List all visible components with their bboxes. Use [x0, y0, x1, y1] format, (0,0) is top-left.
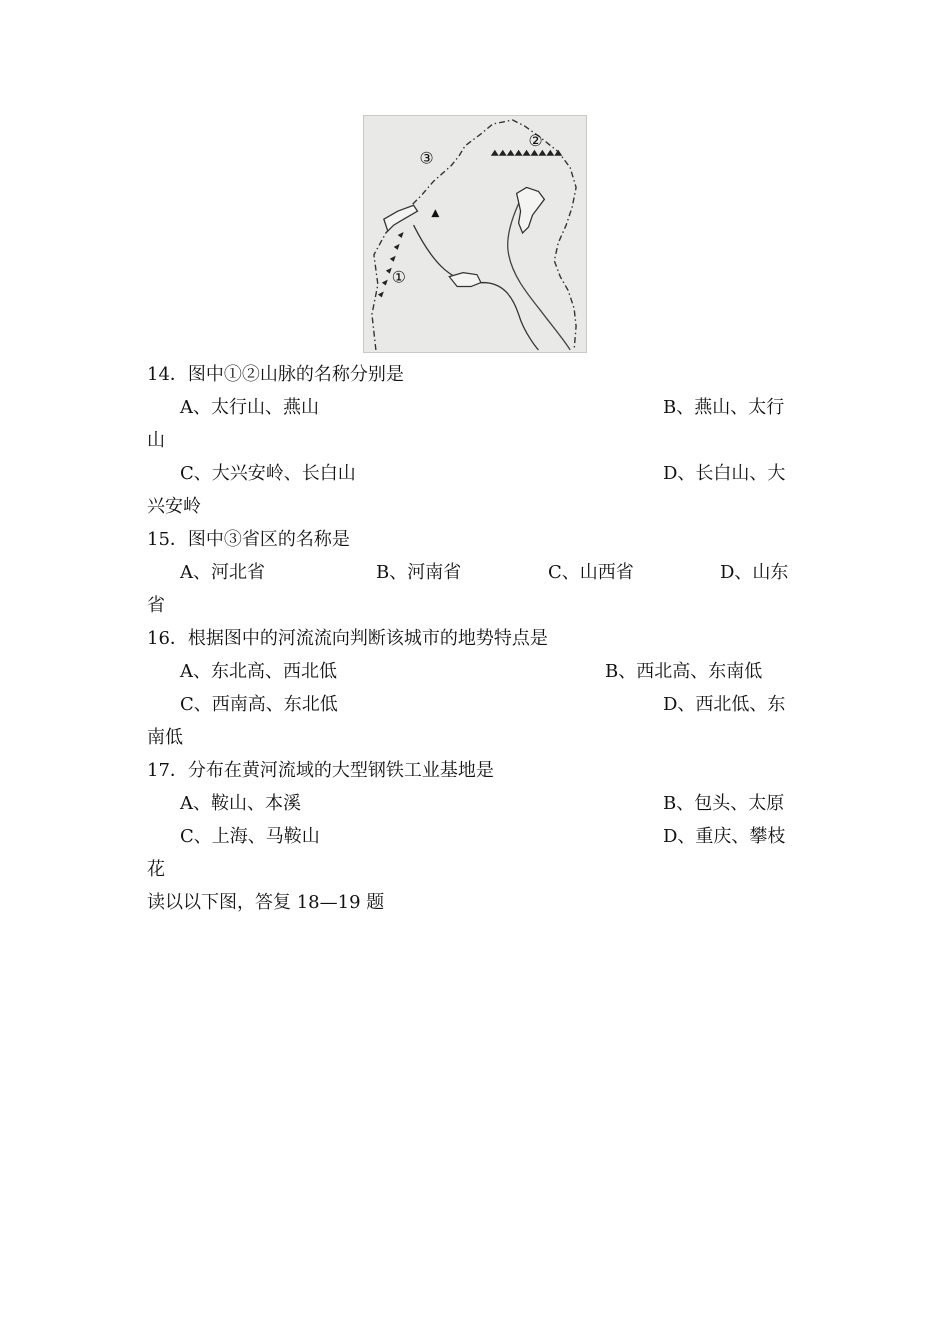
question-15-option-d: D、山东	[720, 562, 789, 583]
western-inlet	[384, 205, 418, 231]
label-3: ③	[419, 148, 434, 168]
question-16-option-d-wrap: 南低	[147, 727, 183, 748]
river	[508, 195, 570, 350]
question-14-option-d: D、长白山、大	[663, 463, 786, 484]
label-2: ②	[528, 130, 543, 150]
question-14-option-b-wrap: 山	[147, 430, 165, 451]
map-figure	[363, 115, 587, 353]
question-15-option-a: A、河北省	[180, 562, 265, 583]
question-14-option-c: C、大兴安岭、长白山	[180, 463, 356, 484]
question-16-option-b: B、西北高、东南低	[605, 661, 763, 682]
question-16-stem: 16．根据图中的河流流向判断该城市的地势特点是	[147, 628, 548, 649]
question-15-option-c: C、山西省	[548, 562, 634, 583]
label-1: ①	[391, 267, 406, 287]
question-17-option-d-wrap: 花	[147, 859, 165, 880]
question-17-option-a: A、鞍山、本溪	[180, 793, 301, 814]
question-17-stem: 17．分布在黄河流域的大型钢铁工业基地是	[147, 760, 494, 781]
question-17-option-d: D、重庆、攀枝	[663, 826, 786, 847]
city-boundary	[414, 225, 539, 350]
map-sketch	[364, 116, 586, 352]
question-14-stem: 14．图中①②山脉的名称分别是	[147, 364, 404, 385]
question-14-option-a: A、太行山、燕山	[180, 397, 319, 418]
question-17-option-c: C、上海、马鞍山	[180, 826, 320, 847]
question-15-option-b: B、河南省	[376, 562, 462, 583]
question-16-option-d: D、西北低、东	[663, 694, 786, 715]
question-14-option-d-wrap: 兴安岭	[147, 496, 201, 517]
question-16-option-c: C、西南高、东北低	[180, 694, 338, 715]
question-15-stem: 15．图中③省区的名称是	[147, 529, 350, 550]
bay-shape	[517, 187, 545, 233]
peak-marker	[431, 209, 439, 217]
mountain-ridge-2	[491, 150, 562, 156]
question-15-option-d-wrap: 省	[147, 595, 165, 616]
instruction-text: 读以以下图，答复 18—19 题	[147, 892, 385, 913]
question-17-option-b: B、包头、太原	[663, 793, 785, 814]
lake	[449, 273, 481, 287]
question-16-option-a: A、东北高、西北低	[180, 661, 337, 682]
question-14-option-b: B、燕山、太行	[663, 397, 785, 418]
